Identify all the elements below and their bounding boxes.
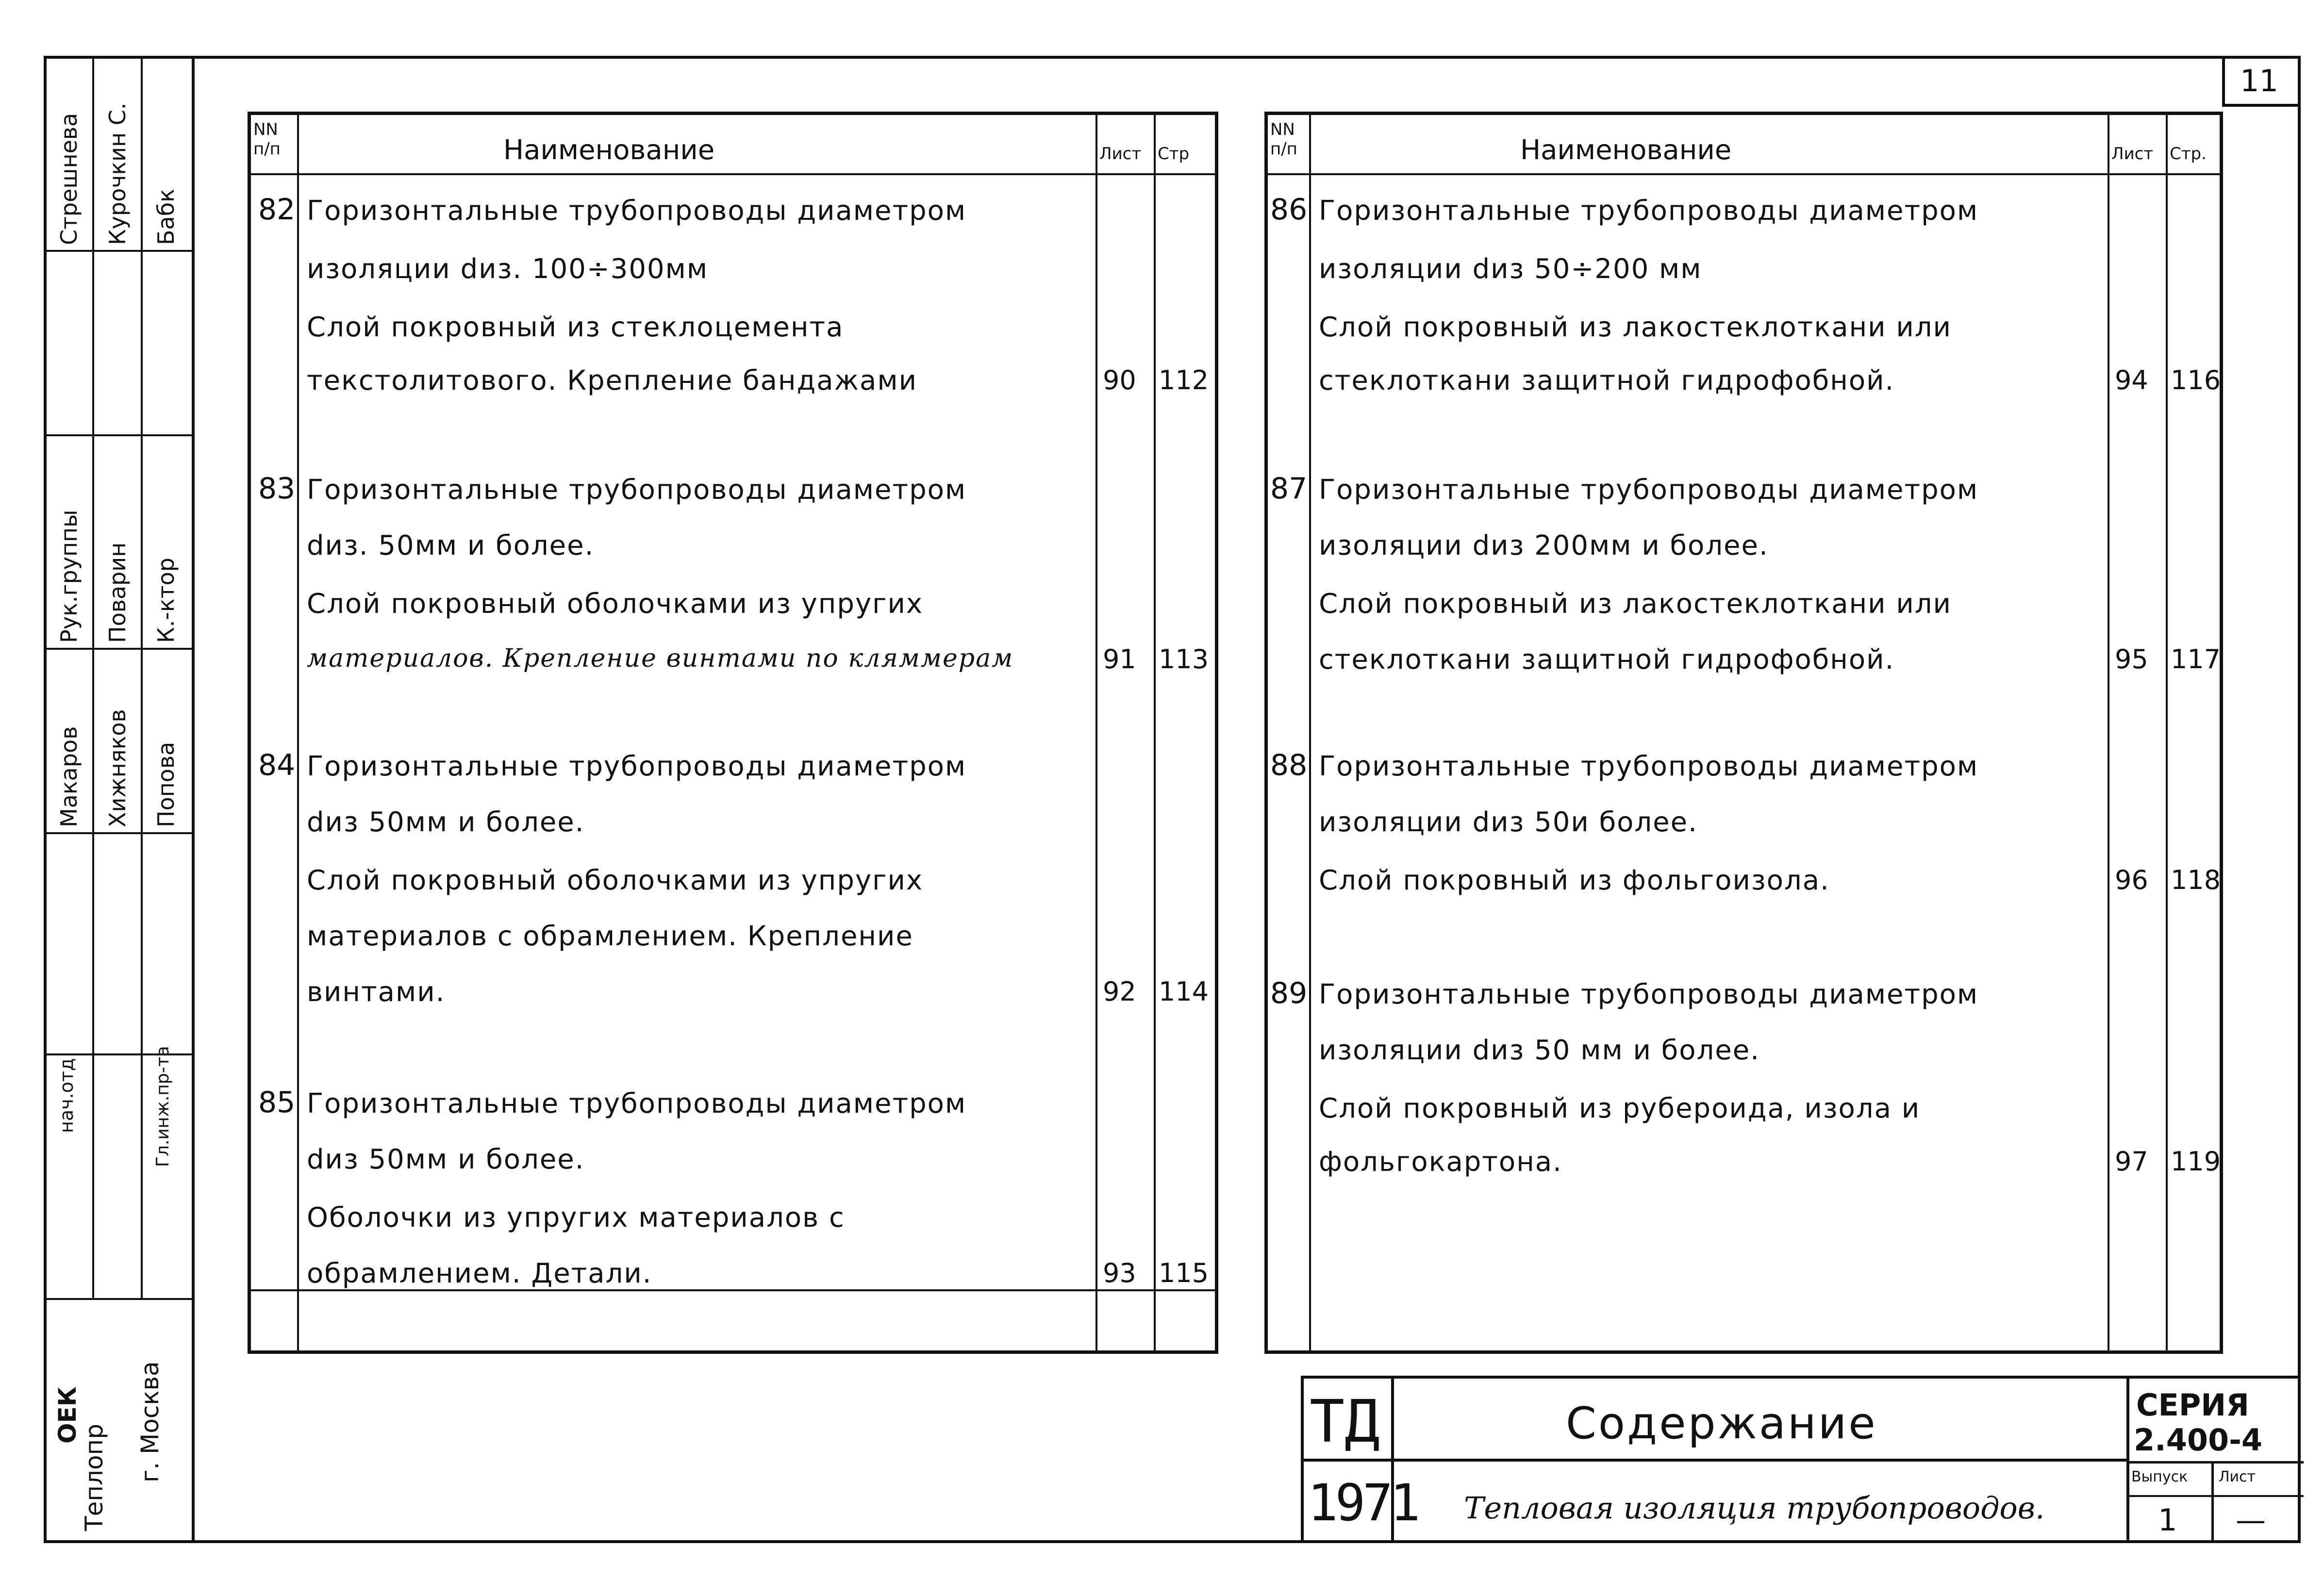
row-number: 86 — [1270, 193, 1308, 227]
row-page: 115 — [1159, 1258, 1209, 1288]
row-text-line: Горизонтальные трубопроводы диаметром — [307, 751, 967, 782]
row-text-line: Горизонтальные трубопроводы диаметром — [1319, 751, 1979, 782]
row-text-line: изоляции dиз 200мм и более. — [1319, 530, 1769, 561]
stamp-city: г. Москва — [136, 1361, 164, 1482]
document-subtitle: Тепловая изоляция трубопроводов. — [1464, 1490, 2045, 1526]
row-text-line: текстолитового. Крепление бандажами — [307, 365, 917, 396]
row-text-line: dиз 50мм и более. — [307, 806, 585, 838]
row-text-line: Слой покровный из лакостеклоткани или — [1319, 588, 1952, 620]
stamp-name: Стрешнева — [56, 113, 82, 245]
stamp-name: К.-ктор — [153, 558, 179, 643]
stamp-name: Попова — [153, 741, 179, 827]
stamp-name: Хижняков — [104, 709, 131, 827]
sheet-number: 11 — [2240, 63, 2278, 99]
row-text-line: Горизонтальные трубопроводы диаметром — [307, 474, 967, 506]
header-nn: NN п/п — [253, 120, 281, 159]
stamp-role: Рук.группы — [56, 510, 82, 643]
row-text-line: Слой покровный из рубероида, изола и — [1319, 1093, 1921, 1124]
stamp-name: Поварин — [104, 542, 131, 643]
row-page: 116 — [2171, 365, 2221, 395]
row-sheet: 95 — [2115, 644, 2148, 674]
contents-table-left — [248, 112, 1218, 1354]
row-sheet: 96 — [2115, 865, 2148, 895]
row-text-line: Горизонтальные трубопроводы диаметром — [1319, 474, 1979, 506]
stamp-org-name: Теплопр — [80, 1424, 108, 1531]
row-number: 83 — [258, 472, 296, 506]
stamp-name: нач.отд — [56, 1058, 77, 1133]
header-nn: NN п/п — [1270, 120, 1297, 159]
row-sheet: 97 — [2115, 1146, 2148, 1177]
row-text-line: фольгокартона. — [1319, 1146, 1562, 1178]
series-label: СЕРИЯ — [2136, 1387, 2249, 1423]
row-number: 82 — [258, 193, 296, 227]
row-sheet: 90 — [1103, 365, 1136, 395]
row-text-line: изоляции dиз 50 мм и более. — [1319, 1035, 1760, 1066]
row-text-line: изоляции dиз 50÷200 мм — [1319, 253, 1702, 285]
row-text-line: Слой покровный из лакостеклоткани или — [1319, 312, 1952, 343]
header-sheet: Лист — [1099, 144, 1142, 164]
row-text-line: материалов с обрамлением. Крепление — [307, 921, 913, 952]
row-text-line: Оболочки из упругих материалов с — [307, 1202, 845, 1234]
row-page: 114 — [1159, 976, 1209, 1007]
series-value: 2.400-4 — [2134, 1422, 2262, 1458]
row-text-line: Горизонтальные трубопроводы диаметром — [1319, 195, 1979, 227]
title-block — [1301, 1376, 2301, 1543]
header-sheet: Лист — [2111, 144, 2154, 164]
row-page: 112 — [1159, 365, 1209, 395]
issue-value: 1 — [2158, 1502, 2177, 1538]
document-title: Содержание — [1566, 1398, 1877, 1449]
row-text-line: Слой покровный из фольгоизола. — [1319, 865, 1830, 896]
row-text-line: Слой покровный оболочками из упругих — [307, 588, 924, 620]
document-code: ТД — [1310, 1388, 1380, 1456]
row-text-line: Слой покровный оболочками из упругих — [307, 865, 924, 896]
row-text-line: dиз. 50мм и более. — [307, 530, 595, 561]
header-name: Наименование — [1520, 134, 1732, 166]
row-text-line: dиз 50мм и более. — [307, 1144, 585, 1175]
row-page: 117 — [2171, 644, 2221, 674]
row-number: 87 — [1270, 472, 1308, 506]
row-text-line: изоляции dиз 50и более. — [1319, 806, 1698, 838]
row-page: 118 — [2171, 865, 2221, 895]
header-page: Стр. — [2170, 144, 2207, 164]
row-page: 119 — [2171, 1146, 2221, 1177]
row-page: 113 — [1159, 644, 1209, 674]
sheet-label: Лист — [2219, 1468, 2256, 1485]
row-sheet: 93 — [1103, 1258, 1136, 1288]
row-text-line: Горизонтальные трубопроводы диаметром — [307, 1088, 967, 1119]
row-number: 84 — [258, 748, 296, 782]
row-number: 85 — [258, 1086, 296, 1119]
header-name: Наименование — [503, 134, 715, 166]
stamp-name: Бабк — [153, 189, 179, 245]
left-stamp — [44, 56, 192, 1543]
row-text-line: Горизонтальные трубопроводы диаметром — [1319, 979, 1979, 1010]
row-text-line: обрамлением. Детали. — [307, 1258, 652, 1289]
stamp-name: Макаров — [56, 726, 82, 827]
row-text-line: стеклоткани защитной гидрофобной. — [1319, 365, 1895, 396]
header-page: Стр — [1158, 144, 1190, 164]
row-text-line: Слой покровный из стеклоцемента — [307, 312, 844, 343]
row-sheet: 91 — [1103, 644, 1136, 674]
row-sheet: 92 — [1103, 976, 1136, 1007]
stamp-role: Гл.инж.пр-та — [153, 1046, 173, 1167]
document-year: 1971 — [1308, 1473, 1418, 1532]
binding-margin-line — [192, 56, 195, 1543]
sheet-value: — — [2236, 1502, 2266, 1538]
contents-table-right — [1264, 112, 2223, 1354]
row-number: 88 — [1270, 748, 1308, 782]
row-text-line: винтами. — [307, 976, 446, 1008]
stamp-org-code: ОЕК — [53, 1386, 82, 1444]
row-text-line: изоляции dиз. 100÷300мм — [307, 253, 709, 285]
stamp-name: Курочкин С. — [104, 102, 131, 245]
row-text-line: материалов. Крепление винтами по кляммерам — [307, 644, 1014, 673]
row-sheet: 94 — [2115, 365, 2148, 395]
row-number: 89 — [1270, 976, 1308, 1010]
row-text-line: стеклоткани защитной гидрофобной. — [1319, 644, 1895, 675]
issue-label: Выпуск — [2131, 1468, 2188, 1485]
row-text-line: Горизонтальные трубопроводы диаметром — [307, 195, 967, 227]
